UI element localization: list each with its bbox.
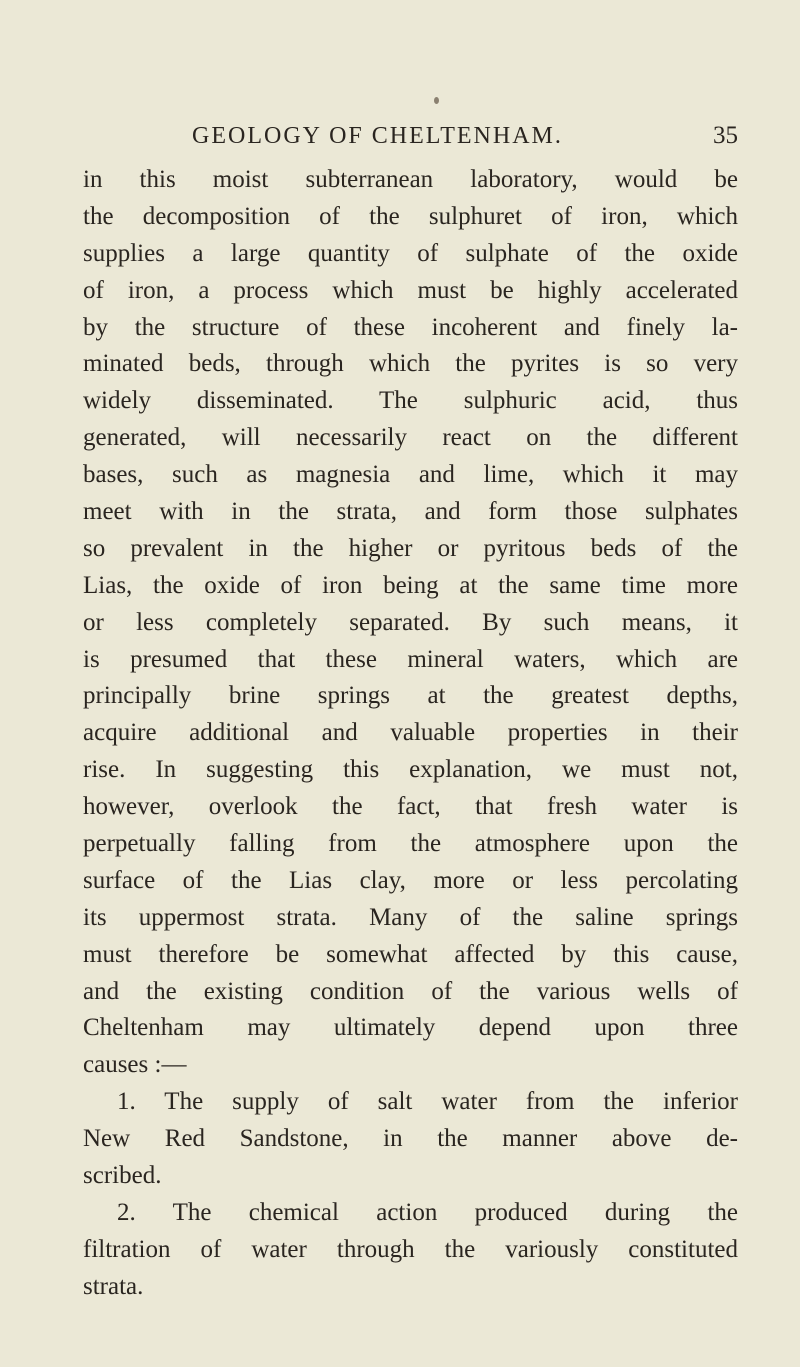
- text-line: is presumed that these mineral waters, which are: [83, 645, 738, 673]
- text-line: the decomposition of the sulphuret of iron, which: [83, 202, 738, 230]
- text-line: perpetually falling from the atmosphere upon the: [83, 830, 738, 858]
- text-line: filtration of water through the variously constituted: [83, 1235, 738, 1263]
- text-line: bases, such as magnesia and lime, which it may: [83, 461, 738, 489]
- text-line: Lias, the oxide of iron being at the same time more: [83, 571, 738, 599]
- text-line: meet with in the strata, and form those sulphates: [83, 498, 738, 526]
- text-line: of iron, a process which must be highly accelerated: [83, 276, 738, 304]
- text-line: by the structure of these incoherent and finely la-: [83, 313, 738, 341]
- text-line: widely disseminated. The sulphuric acid, thus: [83, 387, 738, 415]
- text-line: supplies a large quantity of sulphate of the oxide: [83, 239, 738, 267]
- text-line: Cheltenham may ultimately depend upon three: [83, 1014, 738, 1042]
- text-line: scribed.: [83, 1162, 162, 1190]
- text-line: 1. The supply of salt water from the inferior: [117, 1088, 738, 1116]
- text-line: rise. In suggesting this explanation, we must not,: [83, 756, 738, 784]
- text-line: generated, will necessarily react on the different: [83, 424, 738, 452]
- running-head: [192, 118, 738, 154]
- text-line: in this moist subterranean laboratory, would be: [83, 166, 738, 193]
- page-number: 35: [713, 122, 738, 149]
- text-line: or less completely separated. By such means, it: [83, 608, 738, 636]
- text-line: principally brine springs at the greatest depths,: [83, 682, 738, 710]
- text-line: minated beds, through which the pyrites is so very: [83, 350, 738, 378]
- text-line: acquire additional and valuable properties in their: [83, 719, 738, 747]
- body-text: [83, 162, 738, 1306]
- running-head-title: GEOLOGY OF CHELTENHAM.: [192, 123, 563, 149]
- text-line: causes :—: [83, 1051, 187, 1079]
- text-line: 2. The chemical action produced during the: [117, 1198, 738, 1226]
- text-line: must therefore be somewhat affected by this cause,: [83, 940, 738, 968]
- text-line: strata.: [83, 1272, 144, 1300]
- text-line: surface of the Lias clay, more or less percolating: [83, 866, 738, 894]
- text-line: however, overlook the fact, that fresh water is: [83, 793, 738, 821]
- text-line: so prevalent in the higher or pyritous beds of the: [83, 534, 738, 562]
- text-line: and the existing condition of the various wells of: [83, 977, 738, 1005]
- text-line: New Red Sandstone, in the manner above de-: [83, 1125, 738, 1153]
- ink-speck: [434, 97, 439, 104]
- text-line: its uppermost strata. Many of the saline springs: [83, 903, 738, 931]
